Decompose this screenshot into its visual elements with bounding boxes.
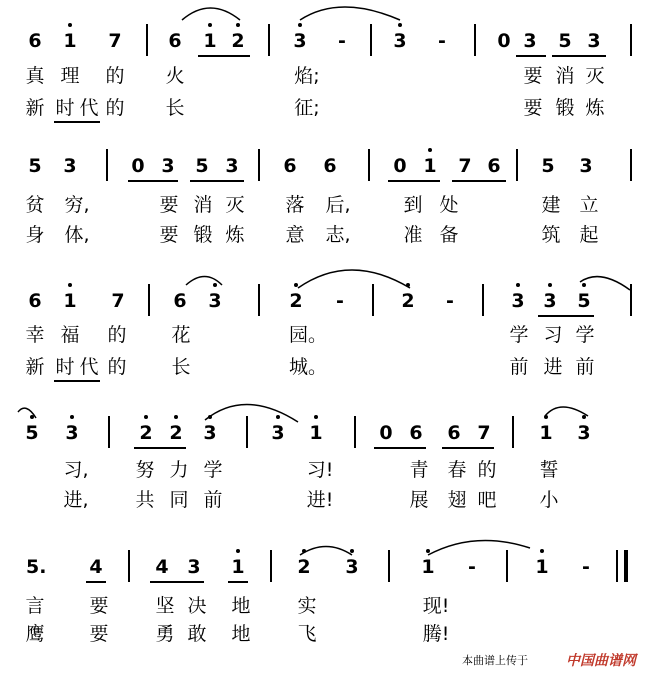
note: 3 — [187, 556, 201, 578]
note-row — [0, 30, 652, 60]
lyric: 现! — [422, 595, 450, 617]
lyric: 代 — [79, 97, 99, 119]
lyrics-verse-2 — [0, 622, 652, 648]
lyrics-verse-2 — [0, 355, 652, 381]
barline — [258, 284, 260, 316]
barline — [506, 550, 508, 582]
note: 0 — [379, 422, 393, 444]
note: 2 — [136, 422, 156, 444]
lyric: 鹰 — [25, 623, 45, 645]
lyric: 筑 — [541, 224, 561, 246]
lyric: 到 — [403, 194, 423, 216]
barline — [270, 550, 272, 582]
note: 3 — [268, 422, 288, 444]
note: 1 — [200, 30, 220, 52]
lyric: 努 — [135, 459, 155, 481]
barline — [268, 24, 270, 56]
lyric: 坚 — [155, 595, 175, 617]
lyric: 花 — [171, 324, 191, 346]
note: 5 — [28, 155, 42, 177]
lyrics-verse-1 — [0, 323, 652, 349]
note: - — [338, 30, 346, 52]
underline — [54, 121, 100, 123]
note: 3 — [390, 30, 410, 52]
slur — [298, 270, 410, 288]
lyric: 消 — [193, 194, 213, 216]
lyric: 春 — [447, 459, 467, 481]
barline — [516, 149, 518, 181]
lyric: 准 — [403, 224, 423, 246]
note: 0 — [131, 155, 145, 177]
lyrics-verse-1 — [0, 193, 652, 219]
lyric: 穷, — [64, 194, 90, 216]
lyric: 消 — [555, 65, 575, 87]
note: 5 — [195, 155, 209, 177]
barline — [630, 284, 632, 316]
note: 6 — [173, 290, 187, 312]
lyric: 同 — [169, 489, 189, 511]
note: 0 — [393, 155, 407, 177]
note: 4 — [89, 556, 103, 578]
lyric: 时 — [55, 97, 75, 119]
barline — [128, 550, 130, 582]
lyric: 时 — [55, 356, 75, 378]
lyric: 立 — [579, 194, 599, 216]
lyric: 青 — [409, 459, 429, 481]
note: 1 — [60, 30, 80, 52]
note-row — [0, 290, 652, 320]
lyric: 要 — [523, 97, 543, 119]
underline — [86, 581, 106, 583]
underline — [388, 180, 440, 182]
note: 1 — [306, 422, 326, 444]
note: 3 — [523, 30, 537, 52]
final-barline — [624, 550, 628, 582]
lyric: 代 — [79, 356, 99, 378]
lyric: 言 — [25, 595, 45, 617]
note: 5 — [541, 155, 555, 177]
note: - — [582, 556, 590, 578]
note: 6 — [28, 30, 42, 52]
lyrics-verse-1 — [0, 594, 652, 620]
lyric: 力 — [169, 459, 189, 481]
lyric: 勇 — [155, 623, 175, 645]
lyric: 理 — [60, 65, 80, 87]
lyric: 备 — [439, 224, 459, 246]
underline — [442, 447, 494, 449]
note: - — [468, 556, 476, 578]
underline — [54, 380, 100, 382]
lyric: 进! — [306, 489, 334, 511]
note: 7 — [477, 422, 491, 444]
barline — [368, 149, 370, 181]
note: 2 — [286, 290, 306, 312]
note-row — [0, 556, 652, 586]
lyric: 学 — [203, 459, 223, 481]
underline — [150, 581, 204, 583]
lyric: 身 — [25, 224, 45, 246]
barline — [246, 416, 248, 448]
barline — [630, 149, 632, 181]
lyric: 小 — [539, 489, 559, 511]
slur — [182, 8, 240, 20]
barline — [106, 149, 108, 181]
lyric: 地 — [231, 623, 251, 645]
lyric: 体, — [64, 224, 90, 246]
site-logo[interactable]: 中国曲谱网 — [566, 653, 636, 669]
lyric: 实 — [297, 595, 317, 617]
note: 5 — [558, 30, 572, 52]
note: 3 — [579, 155, 593, 177]
note: 7 — [111, 290, 125, 312]
barline — [354, 416, 356, 448]
lyric: 真 — [25, 65, 45, 87]
lyric: 飞 — [297, 623, 317, 645]
lyric: 展 — [409, 489, 429, 511]
lyric: 起 — [579, 224, 599, 246]
note: 3 — [587, 30, 601, 52]
note: 4 — [155, 556, 169, 578]
note: 3 — [574, 422, 594, 444]
lyric: 意 — [285, 224, 305, 246]
note: 1 — [536, 422, 556, 444]
lyric: 长 — [165, 97, 185, 119]
note: 0 — [497, 30, 511, 52]
note: 7 — [458, 155, 472, 177]
lyric: 习, — [63, 459, 89, 481]
note: 3 — [62, 422, 82, 444]
lyric: 幸 — [25, 324, 45, 346]
lyric: 地 — [231, 595, 251, 617]
note: 3 — [205, 290, 225, 312]
lyric: 焰; — [294, 65, 320, 87]
lyric: 的 — [105, 65, 125, 87]
note: - — [336, 290, 344, 312]
lyric: 敢 — [187, 623, 207, 645]
note: 3 — [290, 30, 310, 52]
lyric: 要 — [89, 623, 109, 645]
note: 6 — [487, 155, 501, 177]
lyric: 要 — [159, 194, 179, 216]
underline — [190, 180, 244, 182]
underline — [374, 447, 426, 449]
lyric: 落 — [285, 194, 305, 216]
underline — [134, 447, 186, 449]
note-row — [0, 155, 652, 185]
note: 1 — [532, 556, 552, 578]
note: - — [438, 30, 446, 52]
lyric: 吧 — [477, 489, 497, 511]
upload-credit: 本曲谱上传于 — [462, 654, 528, 667]
lyric: 的 — [107, 356, 127, 378]
lyric: 进, — [63, 489, 89, 511]
lyric: 后, — [325, 194, 351, 216]
lyric: 灭 — [225, 194, 245, 216]
lyric: 志, — [325, 224, 351, 246]
lyric: 锻 — [193, 224, 213, 246]
note: 5 — [574, 290, 594, 312]
lyric: 新 — [25, 356, 45, 378]
note: 3 — [508, 290, 528, 312]
lyric: 福 — [60, 324, 80, 346]
slur — [300, 7, 400, 20]
note: 6 — [28, 290, 42, 312]
lyric: 的 — [105, 97, 125, 119]
barline — [512, 416, 514, 448]
lyric: 火 — [165, 65, 185, 87]
lyric: 城。 — [288, 356, 327, 378]
note-row — [0, 422, 652, 452]
note: 1 — [60, 290, 80, 312]
note: 1 — [420, 155, 440, 177]
note: 2 — [294, 556, 314, 578]
slur — [428, 540, 530, 555]
underline — [552, 55, 606, 57]
lyric: 建 — [541, 194, 561, 216]
slur — [205, 404, 298, 422]
lyric: 贫 — [25, 194, 45, 216]
note: - — [446, 290, 454, 312]
lyric: 的 — [477, 459, 497, 481]
lyrics-verse-1 — [0, 458, 652, 484]
note: 5. — [26, 556, 47, 578]
note: 3 — [161, 155, 175, 177]
note: 3 — [342, 556, 362, 578]
barline — [630, 24, 632, 56]
lyric: 要 — [89, 595, 109, 617]
lyrics-verse-2 — [0, 96, 652, 122]
barline — [616, 550, 618, 582]
underline — [228, 581, 248, 583]
lyric: 前 — [203, 489, 223, 511]
lyrics-verse-2 — [0, 223, 652, 249]
lyric: 要 — [523, 65, 543, 87]
underline — [128, 180, 178, 182]
lyrics-verse-2 — [0, 488, 652, 514]
note: 6 — [283, 155, 297, 177]
barline — [372, 284, 374, 316]
barline — [146, 24, 148, 56]
barline — [370, 24, 372, 56]
lyric: 习! — [306, 459, 334, 481]
lyric: 腾! — [422, 623, 450, 645]
lyric: 誓 — [539, 459, 559, 481]
lyric: 新 — [25, 97, 45, 119]
note: 2 — [398, 290, 418, 312]
underline — [198, 55, 250, 57]
barline — [482, 284, 484, 316]
lyric: 习 — [543, 324, 563, 346]
lyric: 进 — [543, 356, 563, 378]
lyric: 翅 — [447, 489, 467, 511]
note: 3 — [200, 422, 220, 444]
note: 5 — [22, 422, 42, 444]
slur — [580, 277, 630, 290]
lyric: 决 — [187, 595, 207, 617]
note: 6 — [447, 422, 461, 444]
lyric: 灭 — [585, 65, 605, 87]
lyric: 长 — [171, 356, 191, 378]
note: 2 — [166, 422, 186, 444]
lyric: 要 — [159, 224, 179, 246]
barline — [148, 284, 150, 316]
barline — [388, 550, 390, 582]
lyric: 处 — [439, 194, 459, 216]
note: 3 — [63, 155, 77, 177]
lyric: 学 — [509, 324, 529, 346]
note: 7 — [108, 30, 122, 52]
note: 3 — [540, 290, 560, 312]
note: 1 — [228, 556, 248, 578]
barline — [474, 24, 476, 56]
lyric: 共 — [135, 489, 155, 511]
lyric: 园。 — [288, 324, 327, 346]
note: 2 — [228, 30, 248, 52]
barline — [258, 149, 260, 181]
lyric: 征; — [294, 97, 320, 119]
lyric: 前 — [509, 356, 529, 378]
underline — [516, 55, 546, 57]
underline — [538, 315, 594, 317]
note: 6 — [168, 30, 182, 52]
lyric: 锻 — [555, 97, 575, 119]
barline — [108, 416, 110, 448]
lyrics-verse-1 — [0, 64, 652, 90]
note: 3 — [225, 155, 239, 177]
underline — [452, 180, 506, 182]
lyric: 炼 — [585, 97, 605, 119]
note: 6 — [409, 422, 423, 444]
slur — [300, 547, 352, 556]
lyric: 前 — [575, 356, 595, 378]
lyric: 学 — [575, 324, 595, 346]
note: 1 — [418, 556, 438, 578]
lyric: 炼 — [225, 224, 245, 246]
note: 6 — [323, 155, 337, 177]
lyric: 的 — [107, 324, 127, 346]
